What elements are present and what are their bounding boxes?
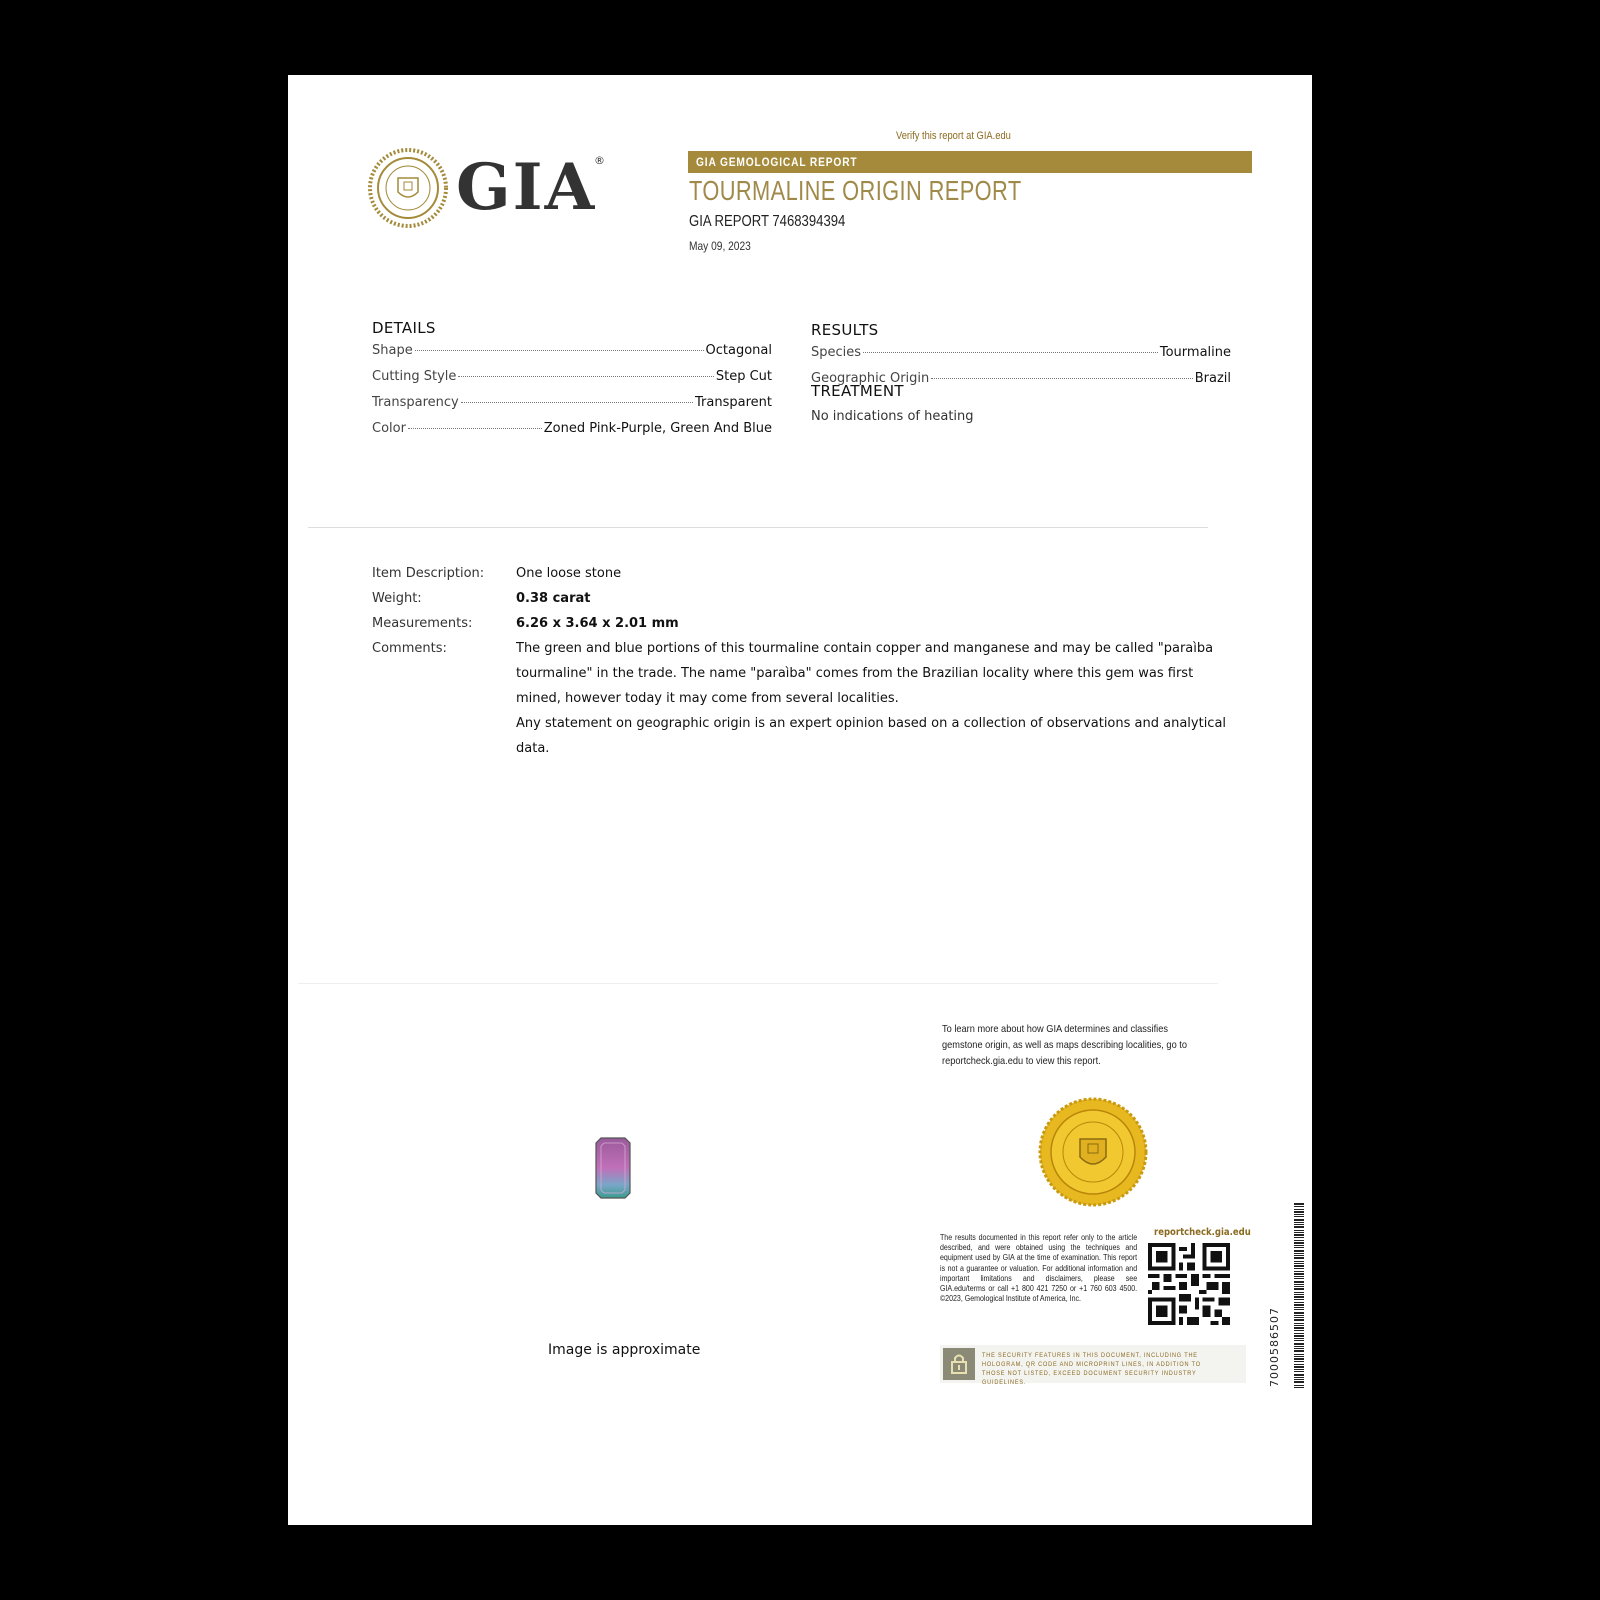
comments-label: Comments: <box>372 641 447 656</box>
registered-mark: ® <box>594 154 605 167</box>
report-date: May 09, 2023 <box>689 239 751 253</box>
disclaimer-text: The results documented in this report refer only to the article described, and were obtained using the techniques and equipment used by GIA at the time of examination. This report is not a guarantee or valuation. For additional information and important limitations and disclaimers, please see GIA.edu/terms or call +1 800 421 7250 or +1 760 603 4500. ©2023, Gemological Institute of America, Inc. <box>940 1233 1138 1304</box>
detail-row <box>372 369 772 395</box>
security-notice <box>940 1345 1246 1386</box>
result-label: Geographic Origin <box>811 371 930 386</box>
gold-seal-icon <box>1038 1097 1148 1207</box>
detail-value: Step Cut <box>715 369 772 384</box>
report-title: TOURMALINE ORIGIN REPORT <box>689 175 1022 206</box>
divider <box>308 527 1208 528</box>
divider <box>298 983 1218 984</box>
detail-value: Zoned Pink-Purple, Green And Blue <box>543 421 772 436</box>
detail-label: Transparency <box>372 395 459 410</box>
result-value: Brazil <box>1194 371 1231 386</box>
weight-value: 0.38 carat <box>516 591 591 606</box>
gia-logo <box>368 148 608 228</box>
report-band <box>688 151 1252 173</box>
detail-value: Transparent <box>695 395 772 410</box>
learn-more-text: To learn more about how GIA determines and classifies gemstone origin, as well as maps describing localities, go to reportcheck.gia.edu to view this report. <box>942 1023 1187 1067</box>
gia-seal-icon <box>368 148 448 228</box>
treatment-value: No indications of heating <box>811 409 974 424</box>
gemstone-image <box>595 1137 631 1203</box>
serial-number: 7000586507 <box>1268 1307 1281 1387</box>
lock-icon <box>943 1348 975 1380</box>
band-label: GIA GEMOLOGICAL REPORT <box>696 155 858 169</box>
report-sheet <box>288 75 1312 1525</box>
detail-value: Octagonal <box>705 343 772 358</box>
qr-code[interactable] <box>1148 1243 1230 1329</box>
report-number: GIA REPORT 7468394394 <box>689 213 846 230</box>
image-caption: Image is approximate <box>548 1342 701 1358</box>
result-row <box>811 345 1231 371</box>
treatment-heading: TREATMENT <box>811 382 904 400</box>
octagonal-gem-icon <box>595 1137 631 1199</box>
details-section <box>372 319 772 447</box>
detail-row <box>372 395 772 421</box>
weight-label: Weight: <box>372 591 422 606</box>
comments-paragraph: Any statement on geographic origin is an expert opinion based on a collection of observations and analytical data. <box>516 716 1227 756</box>
detail-label: Color <box>372 421 406 436</box>
detail-label: Shape <box>372 343 413 358</box>
qr-code-icon <box>1148 1243 1230 1325</box>
results-heading: RESULTS <box>811 321 879 339</box>
barcode <box>1294 1203 1304 1393</box>
gold-seal <box>1038 1097 1148 1211</box>
detail-label: Cutting Style <box>372 369 457 384</box>
details-heading: DETAILS <box>372 319 436 337</box>
gia-wordmark: GIA <box>456 150 597 225</box>
reportcheck-link[interactable]: reportcheck.gia.edu <box>1154 1227 1251 1238</box>
barcode-icon <box>1294 1203 1304 1389</box>
verify-link[interactable]: Verify this report at GIA.edu <box>896 130 1011 142</box>
measurements-label: Measurements: <box>372 616 473 631</box>
item-block <box>372 561 1232 761</box>
result-value: Tourmaline <box>1159 345 1231 360</box>
detail-row <box>372 421 772 447</box>
detail-row <box>372 343 772 369</box>
result-label: Species <box>811 345 862 360</box>
description-value: One loose stone <box>516 566 622 581</box>
description-label: Item Description: <box>372 566 485 581</box>
security-text: THE SECURITY FEATURES IN THIS DOCUMENT, INCLUDING THE HOLOGRAM, QR CODE AND MICROPRINT LINES, IN ADDITION TO THOSE NOT LISTED, EXCEED DOCUMENT SECURITY INDUSTRY GUIDELINES. <box>982 1352 1201 1386</box>
measurements-value: 6.26 x 3.64 x 2.01 mm <box>516 616 679 631</box>
comments-paragraph: The green and blue portions of this tourmaline contain copper and manganese and may be called "paraìba tourmaline" in the trade. The name "paraìba" comes from the Brazilian locality where this gem was first mined, however today it may come from several localities. <box>516 641 1214 706</box>
